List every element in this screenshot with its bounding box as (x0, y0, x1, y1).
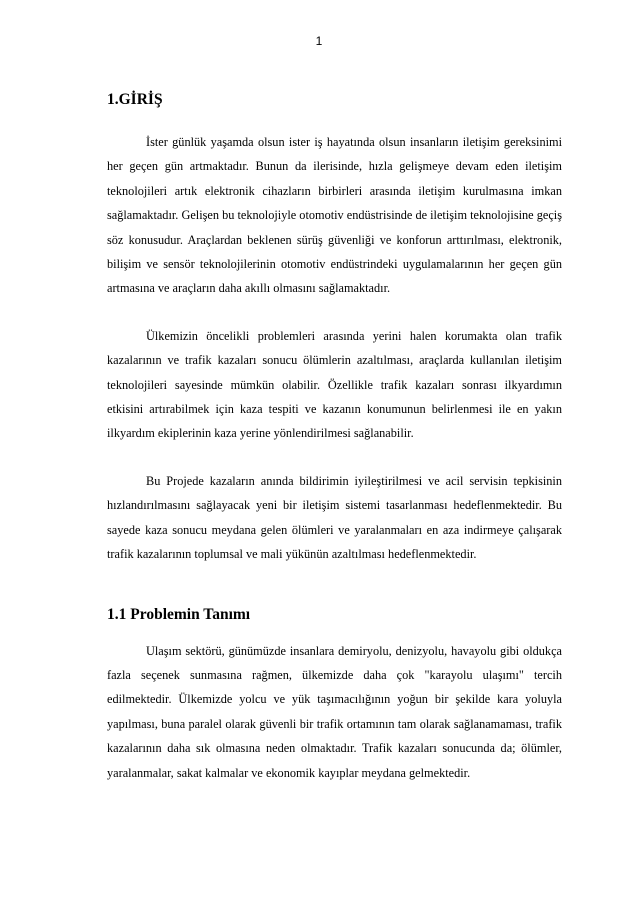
paragraph-problem-1: Ulaşım sektörü, günümüzde insanlara demiryolu, denizyolu, havayolu gibi oldukça fazla seçenek sunmasına rağmen, ülkemizde daha çok "karayolu ulaşımı" tercih edilmektedir. Ülkemizde yolcu ve yük taşımacılığının yoğun bir şekilde kara yoluyla yapılması, buna paralel olarak güvenli bir trafik ortamının tam olarak sağlanamaması, trafik kazalarının daha sık olmasına neden olmaktadır. Trafik kazaları sonucunda da; ölümler, yaralanmalar, sakat kalmalar ve ekonomik kayıplar meydana gelmektedir. (107, 643, 562, 780)
section-heading-problem: 1.1 Problemin Tanımı (107, 605, 251, 623)
document-body (107, 90, 562, 785)
section-spacer (107, 567, 562, 605)
paragraph-spacer (107, 446, 562, 469)
paragraph-giris-2: Ülkemizin öncelikli problemleri arasında yerini halen korumakta olan trafik kazalarının ve trafik kazaları sonucu ölümlerin azaltılması, araçlarda kullanılan iletişim teknolojileri sayesinde mümkün olabilir. Özellikle trafik kazaları sonrası ilkyardımın etkisini artırabilmek için kaza tespiti ve kazanın konumunun belirlenmesi ile en yakın ilkyardım ekiplerinin kaza yerine yönlendirilmesi sağlanabilir. (107, 328, 562, 441)
section-heading-giris: 1.GİRİŞ (107, 91, 163, 108)
page-number: 1 (315, 34, 323, 48)
paragraph-spacer (107, 301, 562, 324)
paragraph-giris-1: İster günlük yaşamda olsun ister iş hayatında olsun insanların iletişim gereksinimi her geçen gün artmaktadır. Bunun da ilerisinde, hızla gelişmeye devam eden iletişim teknolojileri artık elektronik cihazların birbirleri arasında iletişim kurulmasına imkan sağlamaktadır. Gelişen bu teknolojiyle otomotiv endüstrisinde de iletişim teknolojisine geçiş söz konusudur. Araçlardan beklenen sürüş güvenliği ve konforun arttırılması, elektronik, bilişim ve sensör teknolojilerinin otomotiv endüstrindeki uygulamalarının her geçen gün artmasına ve araçların daha akıllı olmasını sağlamaktadır. (107, 135, 562, 296)
paragraph-giris-3: Bu Projede kazaların anında bildirimin iyileştirilmesi ve acil servisin tepkisinin hızlandırılmasını sağlayacak yeni bir iletişim sistemi tasarlanması hedeflenmektedir. Bu sayede kaza sonucu meydana gelen ölümleri ve yaralanmaları en aza indirmeye çalışarak trafik kazalarının toplumsal ve mali yükünün azaltılması hedeflenmektedir. (107, 473, 562, 562)
